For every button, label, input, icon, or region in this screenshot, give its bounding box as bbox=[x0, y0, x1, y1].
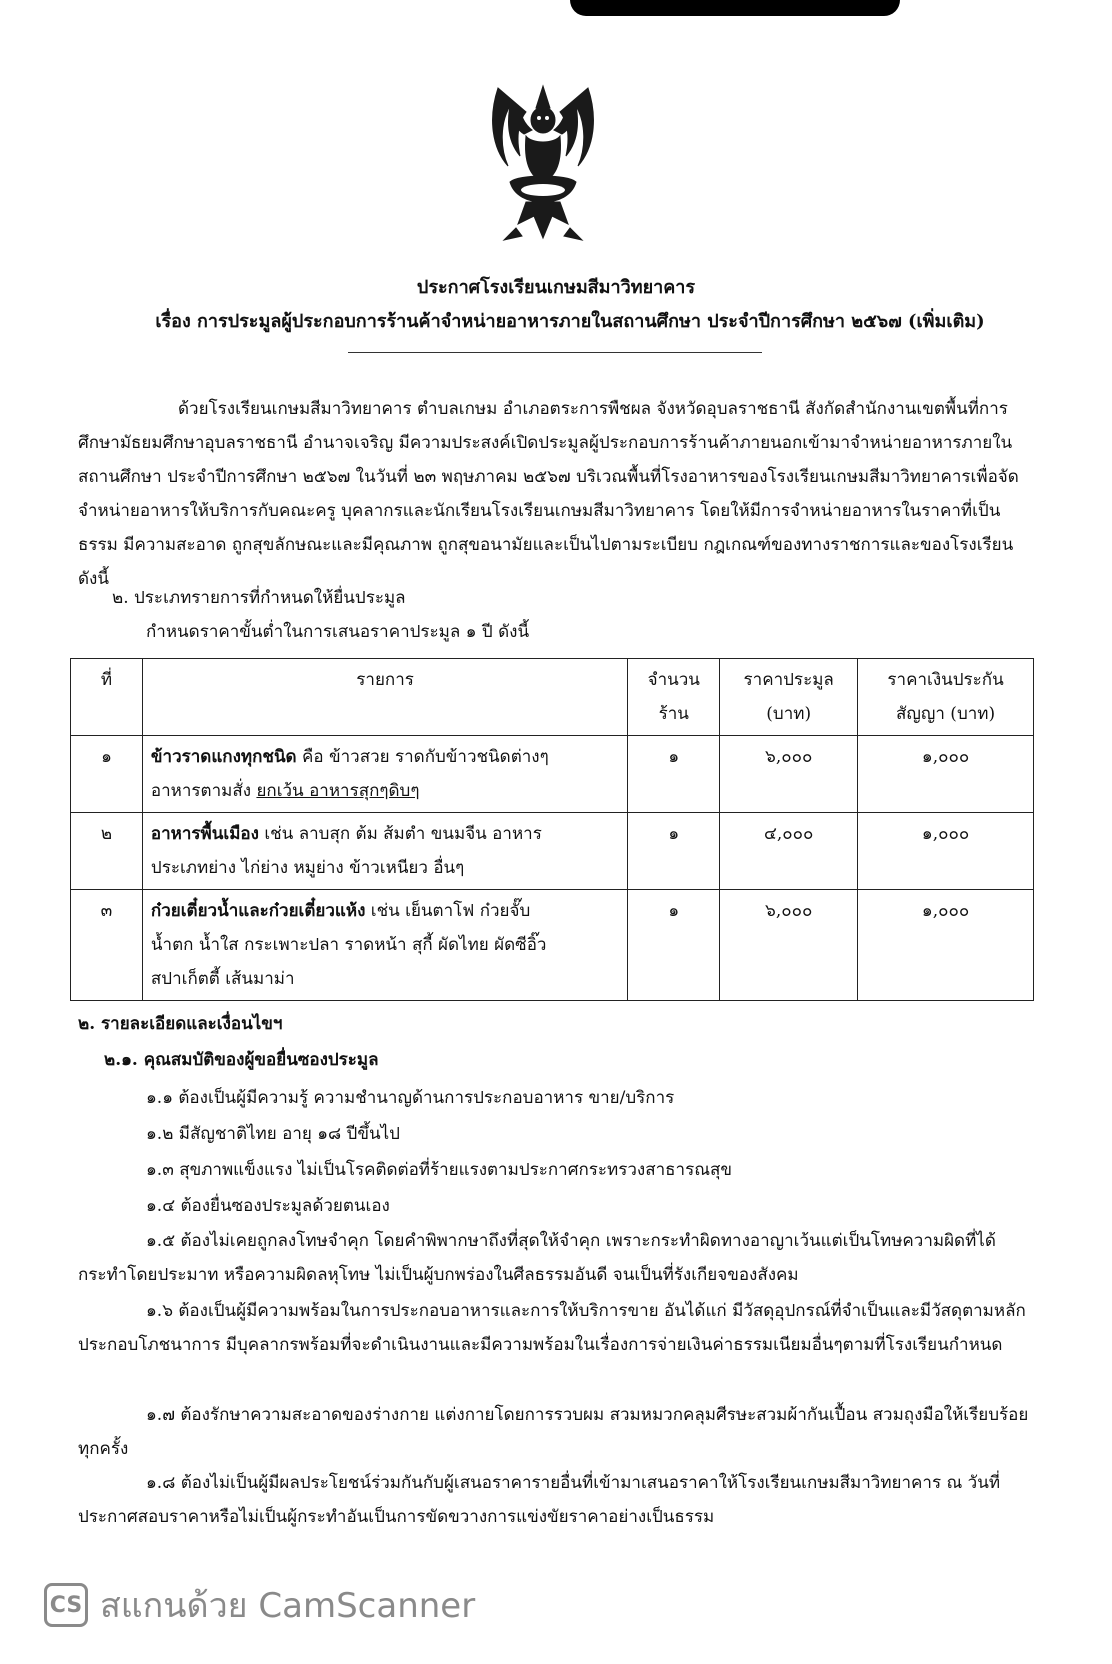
qualification-item: ๑.๗ ต้องรักษาความสะอาดของร่างกาย แต่งกายโดยการรวบผม สวมหมวกคลุมศีรษะสวมผ้ากันเปื้อน สวมถุงมือให้เรียบร้อยทุกครั้ง bbox=[78, 1405, 1029, 1459]
section-2-subheading: ๒.๑. คุณสมบัติของผู้ขอยื่นซองประมูล bbox=[104, 1050, 379, 1070]
camscanner-watermark bbox=[44, 1580, 475, 1630]
row-no: ๑ bbox=[71, 736, 143, 813]
row-price: ๖,๐๐๐ bbox=[720, 890, 858, 1001]
garuda-emblem-icon bbox=[478, 78, 608, 248]
qualification-item: ๑.๘ ต้องไม่เป็นผู้มีผลประโยชน์ร่วมกันกับผู้เสนอราคารายอื่นที่เข้ามาเสนอราคาให้โรงเรียนเกษมสีมาวิทยาคาร ณ วันที่ประกาศสอบราคาหรือไม่เป็นผู้กระทำอันเป็นการขัดขวางการแข่งขัยราคาอย่างเป็นธรรม bbox=[78, 1473, 1001, 1527]
row-item: อาหารพื้นเมือง เช่น ลาบสุก ต้ม ส้มตำ ขนมจีน อาหาร ประเภทย่าง ไก่ย่าง หมูย่าง ข้าวเหนียว อื่นๆ bbox=[142, 813, 627, 890]
row-no: ๒ bbox=[71, 813, 143, 890]
row-item: ก๋วยเตี๋ยวน้ำและก๋วยเตี๋ยวแห้ง เช่น เย็นตาโฟ ก๋วยจั๊บ น้ำตก น้ำใส กระเพาะปลา ราดหน้า สุกี้ ผัดไทย ผัดซีอิ๊ว สปาเก็ตตี้ เส้นมาม่า bbox=[142, 890, 627, 1001]
row-qty: ๑ bbox=[628, 736, 720, 813]
row-qty: ๑ bbox=[628, 813, 720, 890]
row-item: ข้าวราดแกงทุกชนิด คือ ข้าวสวย ราดกับข้าวชนิดต่างๆ อาหารตามสั่ง ยกเว้น อาหารสุกๆดิบๆ bbox=[142, 736, 627, 813]
camscanner-logo-icon: CS bbox=[44, 1583, 88, 1627]
header-price: ราคาประมูล (บาท) bbox=[720, 659, 858, 736]
qualification-item: ๑.๖ ต้องเป็นผู้มีความพร้อมในการประกอบอาหารและการให้บริการขาย อันได้แก่ มีวัสดุอุปกรณ์ที่จำเป็นและมีวัสดุตามหลักประกอบโภชนาการ มีบุคลากรพร้อมที่จะดำเนินงานและมีความพร้อมในเรื่องการจ่ายเงินค่าธรรมเนียมอื่นๆตามที่โรงเรียนกำหนด bbox=[78, 1301, 1026, 1355]
section-1-subheading: กำหนดราคาขั้นต่ำในการเสนอราคาประมูล ๑ ปี ดังนี้ bbox=[146, 622, 530, 642]
document-title: ประกาศโรงเรียนเกษมสีมาวิทยาคาร bbox=[416, 277, 696, 298]
header-deposit: ราคาเงินประกัน สัญญา (บาท) bbox=[858, 659, 1034, 736]
header-no: ที่ bbox=[71, 659, 143, 736]
header-item: รายการ bbox=[142, 659, 627, 736]
document-subject: เรื่อง การประมูลผู้ประกอบการร้านค้าจำหน่ายอาหารภายในสถานศึกษา ประจำปีการศึกษา ๒๕๖๗ (เพิ่มเติม) bbox=[155, 311, 985, 332]
qualification-item: ๑.๔ ต้องยื่นซองประมูลด้วยตนเอง bbox=[146, 1196, 390, 1216]
row-deposit: ๑,๐๐๐ bbox=[858, 890, 1034, 1001]
qualification-item: ๑.๕ ต้องไม่เคยถูกลงโทษจำคุก โดยคำพิพากษาถึงที่สุดให้จำคุก เพราะกระทำผิดทางอาญาเว้นแต่เป็นโทษความผิดที่ได้กระทำโดยประมาท หรือความผิดลหุโทษ ไม่เป็นผู้บกพร่องในศีลธรรมอันดี จนเป็นที่รังเกียจของสังคม bbox=[78, 1231, 996, 1285]
row-price: ๖,๐๐๐ bbox=[720, 736, 858, 813]
row-no: ๓ bbox=[71, 890, 143, 1001]
row-deposit: ๑,๐๐๐ bbox=[858, 813, 1034, 890]
row-qty: ๑ bbox=[628, 890, 720, 1001]
table-row bbox=[71, 813, 1034, 890]
table-header-row bbox=[71, 659, 1034, 736]
qualification-item: ๑.๑ ต้องเป็นผู้มีความรู้ ความชำนาญด้านการประกอบอาหาร ขาย/บริการ bbox=[146, 1088, 675, 1108]
table-row bbox=[71, 890, 1034, 1001]
row-deposit: ๑,๐๐๐ bbox=[858, 736, 1034, 813]
qualification-item: ๑.๓ สุขภาพแข็งแรง ไม่เป็นโรคติดต่อที่ร้ายแรงตามประกาศกระทรวงสาธารณสุข bbox=[146, 1160, 732, 1180]
scan-edge-shadow bbox=[570, 0, 900, 16]
row-price: ๔,๐๐๐ bbox=[720, 813, 858, 890]
title-divider bbox=[348, 352, 762, 353]
qualification-item: ๑.๒ มีสัญชาติไทย อายุ ๑๘ ปีขึ้นไป bbox=[146, 1124, 400, 1144]
section-1-heading: ๒. ประเภทรายการที่กำหนดให้ยื่นประมูล bbox=[112, 588, 406, 608]
auction-items-table bbox=[70, 658, 1034, 1001]
intro-paragraph: ด้วยโรงเรียนเกษมสีมาวิทยาคาร ตำบลเกษม อำเภอตระการพืชผล จังหวัดอุบลราชธานี สังกัดสำนักงานเขตพื้นที่การศึกษามัธยมศึกษาอุบลราชธานี อำนาจเจริญ มีความประสงค์เปิดประมูลผู้ประกอบการร้านค้าภายนอกเข้ามาจำหน่ายอาหารภายในสถานศึกษา ประจำปีการศึกษา ๒๕๖๗ ในวันที่ ๒๓ พฤษภาคม ๒๕๖๗ บริเวณพื้นที่โรงอาหารของโรงเรียนเกษมสีมาวิทยาคารเพื่อจัดจำหน่ายอาหารให้บริการกับคณะครู บุคลากรและนักเรียนโรงเรียนเกษมสีมาวิทยาคาร โดยให้มีการจำหน่ายอาหารในราคาที่เป็นธรรม มีความสะอาด ถูกสุขลักษณะและมีคุณภาพ ถูกสุขอนามัยและเป็นไปตามระเบียบ กฎเกณฑ์ของทางราชการและของโรงเรียน ดังนี้ bbox=[78, 399, 1019, 589]
header-qty: จำนวน ร้าน bbox=[628, 659, 720, 736]
section-2-heading: ๒. รายละเอียดและเงื่อนไขฯ bbox=[78, 1014, 283, 1034]
watermark-text: สแกนด้วย CamScanner bbox=[100, 1586, 476, 1626]
table-row bbox=[71, 736, 1034, 813]
